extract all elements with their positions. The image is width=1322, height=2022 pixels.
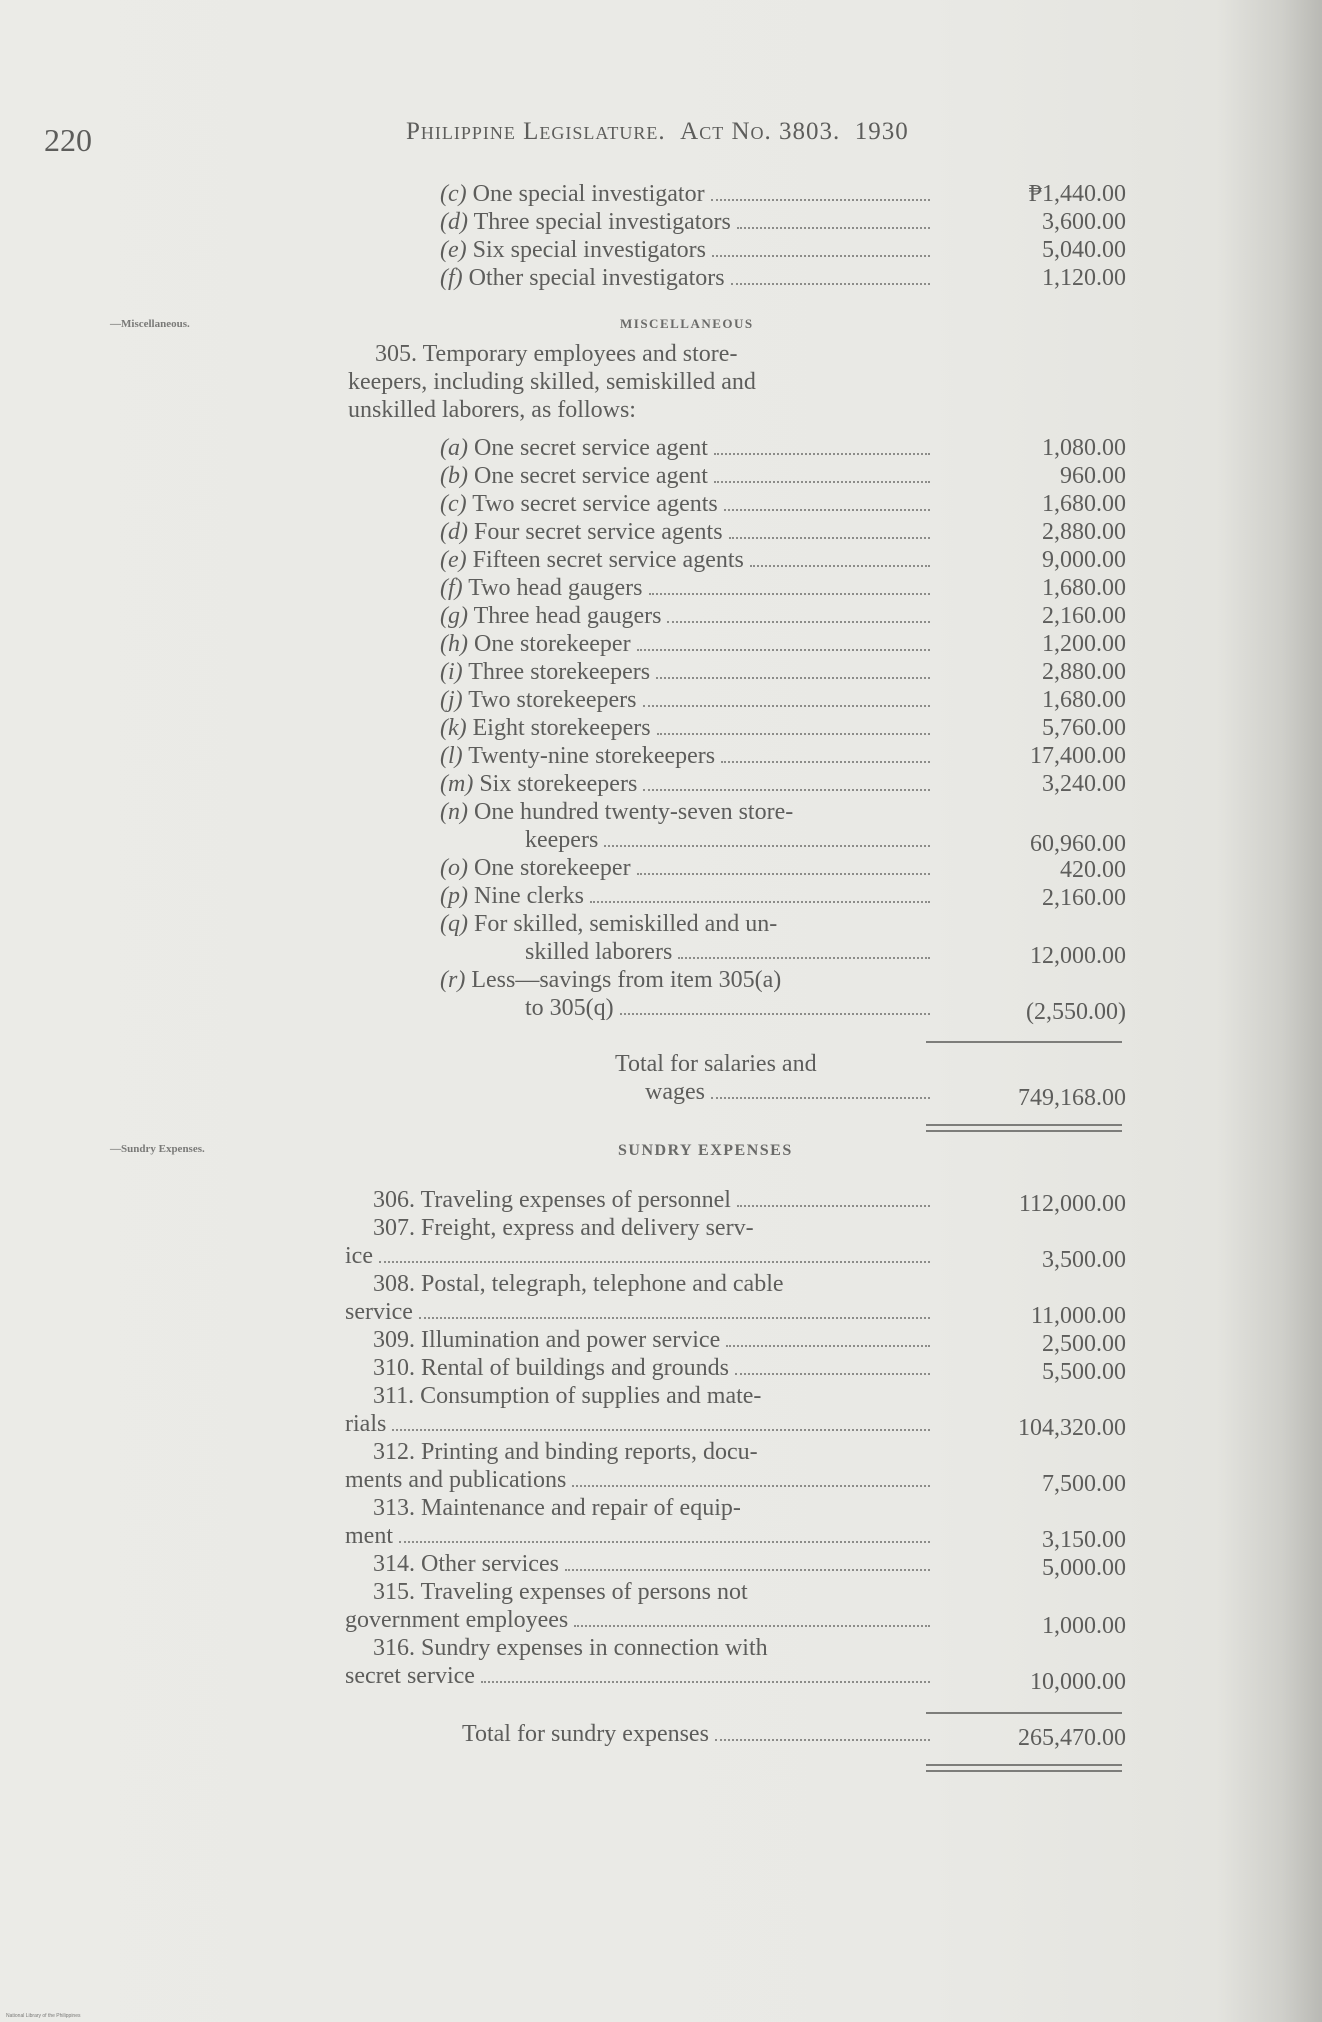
amount: 1,000.00 (1042, 1613, 1126, 1639)
list-item: (e) Fifteen secret service agents (440, 546, 932, 574)
list-item: 312. Printing and binding reports, docu- (373, 1439, 758, 1465)
list-item: (d) Three special investigators (440, 208, 932, 236)
amount: ₱1,440.00 (1028, 181, 1126, 207)
running-head-year: 1930 (854, 118, 909, 145)
list-item: (e) Six special investigators (440, 236, 932, 264)
section-heading-sundry-expenses: SUNDRY EXPENSES (618, 1142, 793, 1159)
amount: 5,500.00 (1042, 1359, 1126, 1385)
list-item: (f) Two head gaugers (440, 574, 932, 602)
running-head-legislature: Philippine Legislature. (406, 118, 666, 145)
list-item-continued: keepers (525, 826, 932, 854)
list-item: (j) Two storekeepers (440, 686, 932, 714)
list-item-continued: to 305(q) (525, 994, 932, 1022)
list-item: (m) Six storekeepers (440, 770, 932, 798)
list-item-continued: rials (345, 1410, 932, 1438)
paragraph-line: 305. Temporary employees and store- (375, 341, 738, 367)
list-item: (k) Eight storekeepers (440, 714, 932, 742)
amount: 2,500.00 (1042, 1331, 1126, 1357)
divider-double (926, 1124, 1122, 1126)
amount: 104,320.00 (1018, 1415, 1126, 1441)
list-item: 315. Traveling expenses of persons not (373, 1579, 748, 1605)
list-item-continued: service (345, 1298, 932, 1326)
list-item-continued: ice (345, 1242, 932, 1270)
list-item: 310. Rental of buildings and grounds (373, 1354, 932, 1382)
list-item: 309. Illumination and power service (373, 1326, 932, 1354)
total-label: Total for sundry expenses (462, 1720, 932, 1748)
list-item: (g) Three head gaugers (440, 602, 932, 630)
amount: 1,680.00 (1042, 491, 1126, 517)
list-item: (c) Two secret service agents (440, 490, 932, 518)
amount: 12,000.00 (1030, 943, 1126, 969)
total-label: Total for salaries and (615, 1051, 817, 1077)
amount: 1,120.00 (1042, 265, 1126, 291)
amount: 960.00 (1060, 463, 1126, 489)
amount: 9,000.00 (1042, 547, 1126, 573)
paragraph-line: keepers, including skilled, semiskilled and (348, 369, 756, 395)
paragraph-line: unskilled laborers, as follows: (348, 397, 636, 423)
list-item: (o) One storekeeper (440, 854, 932, 882)
amount: 3,600.00 (1042, 209, 1126, 235)
amount: 1,200.00 (1042, 631, 1126, 657)
amount: 3,500.00 (1042, 1247, 1126, 1273)
margin-note-miscellaneous: —Miscellaneous. (110, 318, 190, 330)
list-item: (r) Less—savings from item 305(a) (440, 967, 782, 993)
list-item: (l) Twenty-nine storekeepers (440, 742, 932, 770)
amount: 420.00 (1060, 857, 1126, 883)
running-head-act: Act No. 3803. (680, 118, 841, 145)
amount: 2,160.00 (1042, 885, 1126, 911)
amount: 2,880.00 (1042, 519, 1126, 545)
amount: 1,080.00 (1042, 435, 1126, 461)
list-item: (c) One special investigator (440, 180, 932, 208)
amount: 5,040.00 (1042, 237, 1126, 263)
list-item-continued: ment (345, 1522, 932, 1550)
amount: 3,240.00 (1042, 771, 1126, 797)
list-item: (i) Three storekeepers (440, 658, 932, 686)
divider (926, 1041, 1122, 1043)
list-item: (d) Four secret service agents (440, 518, 932, 546)
list-item-continued: skilled laborers (525, 938, 932, 966)
list-item: 311. Consumption of supplies and mate- (373, 1383, 762, 1409)
list-item: (q) For skilled, semiskilled and un- (440, 911, 778, 937)
list-item: 316. Sundry expenses in connection with (373, 1635, 768, 1661)
total-amount: 749,168.00 (1018, 1085, 1126, 1111)
total-amount: 265,470.00 (1018, 1725, 1126, 1751)
amount: 10,000.00 (1030, 1669, 1126, 1695)
total-label-continued: wages (645, 1078, 932, 1106)
list-item: (f) Other special investigators (440, 264, 932, 292)
running-head (406, 118, 909, 146)
list-item-continued: secret service (345, 1662, 932, 1690)
list-item: (p) Nine clerks (440, 882, 932, 910)
amount: 2,880.00 (1042, 659, 1126, 685)
amount: (2,550.00) (1026, 999, 1126, 1025)
list-item: (a) One secret service agent (440, 434, 932, 462)
library-stamp: National Library of the Philippines (6, 2013, 81, 2019)
list-item: 306. Traveling expenses of personnel (373, 1186, 932, 1214)
amount: 1,680.00 (1042, 687, 1126, 713)
amount: 5,760.00 (1042, 715, 1126, 741)
amount: 17,400.00 (1030, 743, 1126, 769)
list-item-continued: ments and publications (345, 1466, 932, 1494)
list-item-continued: government employees (345, 1606, 932, 1634)
amount: 3,150.00 (1042, 1527, 1126, 1553)
amount: 11,000.00 (1030, 1303, 1126, 1329)
list-item: (h) One storekeeper (440, 630, 932, 658)
amount: 5,000.00 (1042, 1555, 1126, 1581)
list-item: (b) One secret service agent (440, 462, 932, 490)
section-heading-miscellaneous: MISCELLANEOUS (620, 316, 754, 331)
amount: 1,680.00 (1042, 575, 1126, 601)
list-item: 314. Other services (373, 1550, 932, 1578)
amount: 2,160.00 (1042, 603, 1126, 629)
list-item: 313. Maintenance and repair of equip- (373, 1495, 741, 1521)
list-item: 308. Postal, telegraph, telephone and cable (373, 1271, 784, 1297)
page-number: 220 (44, 122, 92, 158)
list-item: 307. Freight, express and delivery serv- (373, 1215, 754, 1241)
divider-double (926, 1764, 1122, 1766)
divider (926, 1712, 1122, 1714)
amount: 112,000.00 (1018, 1191, 1126, 1217)
list-item: (n) One hundred twenty-seven store- (440, 799, 794, 825)
amount: 7,500.00 (1042, 1471, 1126, 1497)
margin-note-sundry-expenses: —Sundry Expenses. (110, 1143, 205, 1155)
amount: 60,960.00 (1030, 831, 1126, 857)
